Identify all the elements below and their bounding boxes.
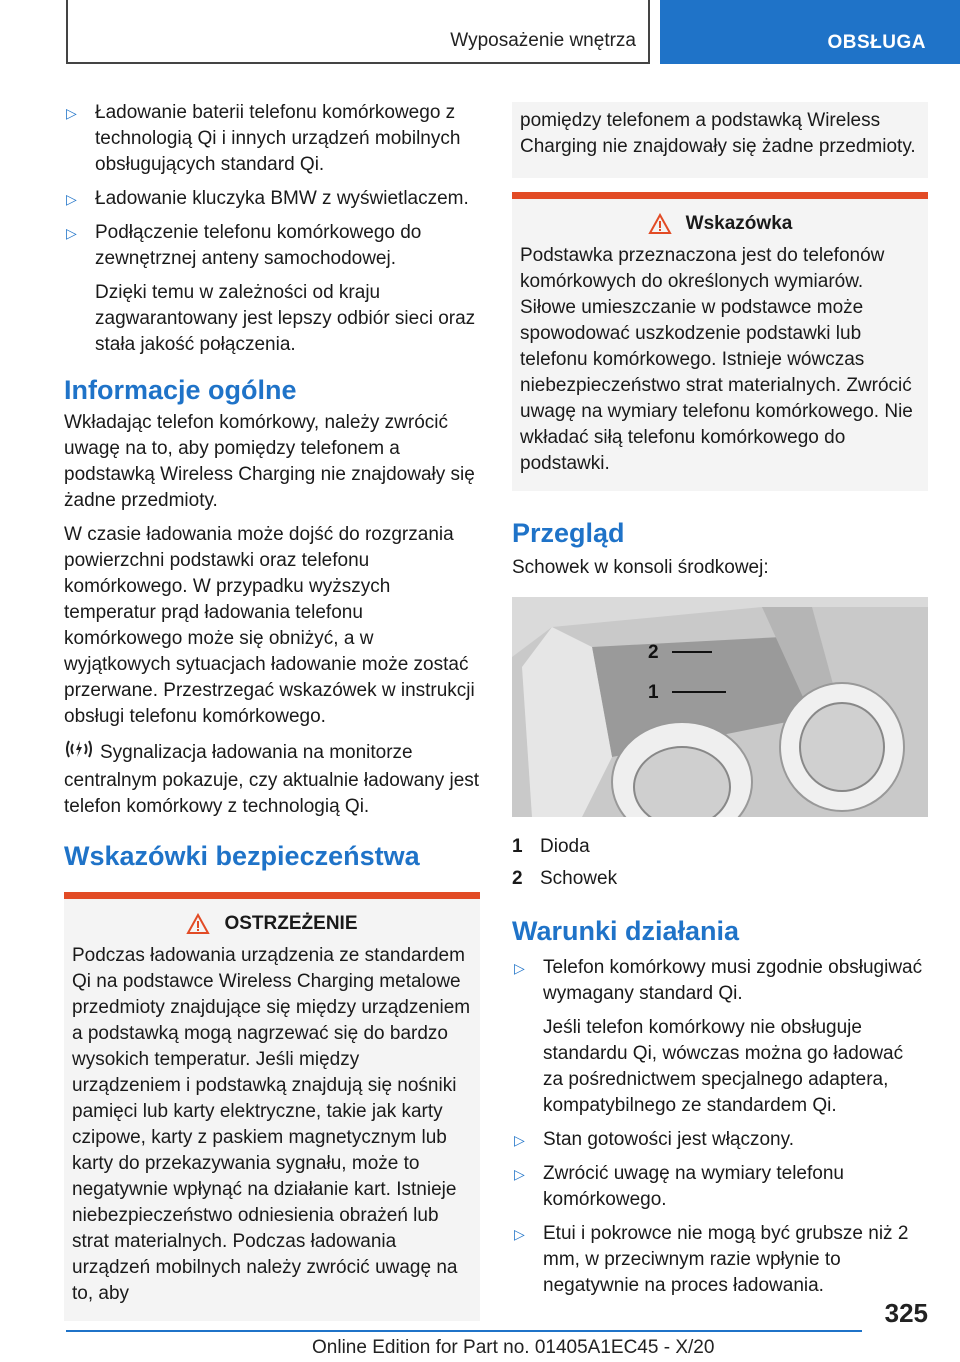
bullet-text: Telefon komórkowy musi zgodnie obsługiwać wymagany standard Qi. [543, 957, 923, 1004]
hint-title-text: Wskazówka [685, 213, 793, 234]
triangle-bullet-icon: ▷ [514, 1132, 525, 1148]
footer-divider [66, 1330, 862, 1332]
bullet-subtext: Jeśli telefon komórkowy nie obsługuje standardu Qi, wówczas można go ładować za pośrednictwem specjalnego adaptera, kompatybilnego ze standardem Qi. [543, 1017, 904, 1116]
header-tab [660, 0, 960, 64]
right-bullet-list [512, 955, 928, 1299]
paragraph-qi-signal [64, 738, 480, 820]
triangle-bullet-icon: ▷ [514, 1226, 525, 1242]
triangle-bullet-icon: ▷ [66, 105, 77, 121]
warning-triangle-icon [648, 213, 672, 235]
list-item [512, 1127, 928, 1153]
bullet-text: Stan gotowości jest włączony. [543, 1129, 794, 1150]
legend-number: 1 [512, 836, 523, 857]
bullet-text: Ładowanie kluczyka BMW z wyświetlaczem. [95, 188, 469, 209]
figure-label-2: 2 [648, 642, 659, 663]
bullet-subtext: Dzięki temu w zależności od kraju zagwarantowany jest lepszy odbiór sieci oraz stała jakość połączenia. [95, 282, 476, 355]
legend-row [512, 863, 928, 895]
bullet-text: Ładowanie baterii telefonu komórkowego z technologią Qi i innych urządzeń mobilnych obsługujących standard Qi. [95, 102, 461, 175]
list-item [64, 186, 480, 212]
heading-wskazowki-bezpieczenstwa: Wskazówki bezpieczeństwa [64, 841, 420, 871]
heading-informacje-ogolne: Informacje ogólne [64, 375, 297, 405]
hint-text: Podstawka przeznaczona jest do telefonów komórkowych do określonych wymiarów. Siłowe umieszczanie w podstawce może spowodować uszkodzenie podstawki lub telefonu komórkowego. Istnieje wówczas niebezpieczeństwo strat materialnych. Zwrócić uwagę na wymiary telefonu komórkowego. Nie wkładać siłą telefonu komórkowego do podstawki. [520, 245, 913, 474]
left-column [64, 100, 480, 1321]
legend-number: 2 [512, 868, 523, 889]
warning-title-text: OSTRZEŻENIE [224, 913, 358, 934]
triangle-bullet-icon: ▷ [66, 191, 77, 207]
bullet-text: Zwrócić uwagę na wymiary telefonu komórkowego. [543, 1163, 844, 1210]
left-bullet-list [64, 100, 480, 358]
console-storage-figure [512, 597, 928, 817]
warning-box-title [72, 913, 472, 935]
heading-przeglad: Przegląd [512, 518, 625, 548]
warning-triangle-icon [186, 913, 210, 935]
paragraph: W czasie ładowania może dojść do rozgrzania powierzchni podstawki oraz telefonu komórkowego. W przypadku wyższych temperatur prąd ładowania telefonu komórkowego może się obniżyć, a w wyjątkowych sytuacjach ładowanie może zostać przerwane. Przestrzegać wskazówek w instrukcji obsługi telefonu komórkowego. [64, 524, 475, 727]
list-item [64, 100, 480, 178]
hint-box [512, 192, 928, 491]
page-number: 325 [884, 1298, 928, 1328]
figure-legend [512, 831, 928, 895]
triangle-bullet-icon: ▷ [514, 960, 525, 976]
triangle-bullet-icon: ▷ [66, 225, 77, 241]
wireless-charging-icon [64, 738, 94, 768]
paragraph: Schowek w konsoli środkowej: [512, 557, 769, 578]
warning-box [64, 892, 480, 1321]
right-column [512, 102, 928, 1307]
warning-text: Podczas ładowania urządzenia ze standardem Qi na podstawce Wireless Charging metalowe przedmioty znajdujące się między urządzeniem a podstawką mogą nagrzewać się do bardzo wysokich temperatur. Jeśli między urządzeniem i podstawką znajdują się nośniki pamięci lub karty elektryczne, takie jak karty czipowe, karty z paskiem magnetycznym lub karty do przekazywania sygnału, może to negatywnie wpłynąć na działanie kart. Istnieje niebezpieczeństwo odniesienia obrażeń lub strat materialnych. Podczas ładowania urządzeń mobilnych należy zwrócić uwagę na to, aby [72, 945, 471, 1304]
list-item [512, 955, 928, 1119]
paragraph-text: Sygnalizacja ładowania na monitorze centralnym pokazuje, czy aktualnie ładowany jest telefon komórkowy z technologią Qi. [64, 742, 480, 817]
warning-continuation-text: pomiędzy telefonem a podstawką Wireless Charging nie znajdowały się żadne przedmioty. [520, 110, 916, 157]
figure-label-1: 1 [648, 682, 659, 703]
legend-row [512, 831, 928, 863]
paragraph: Wkładając telefon komórkowy, należy zwrócić uwagę na to, aby pomiędzy telefonem a podstawką Wireless Charging nie znajdowały się żadne przedmioty. [64, 412, 475, 511]
bullet-text: Podłączenie telefonu komórkowego do zewnętrznej anteny samochodowej. [95, 222, 422, 269]
footer-edition-text: Online Edition for Part no. 01405A1EC45 - X/20 [312, 1337, 715, 1358]
list-item [64, 220, 480, 358]
legend-label: Dioda [540, 836, 590, 857]
legend-label: Schowek [540, 868, 618, 889]
list-item [512, 1221, 928, 1299]
header-tab-label: OBSŁUGA [827, 32, 926, 53]
triangle-bullet-icon: ▷ [514, 1166, 525, 1182]
list-item [512, 1161, 928, 1213]
warning-box-continuation [512, 102, 928, 178]
hint-box-title [520, 213, 920, 235]
heading-warunki-dzialania: Warunki działania [512, 916, 740, 946]
header-section-title: Wyposażenie wnętrza [450, 30, 636, 51]
header-section-box [66, 0, 650, 64]
bullet-text: Etui i pokrowce nie mogą być grubsze niż 2 mm, w przeciwnym razie wpłynie to negatywnie na proces ładowania. [543, 1223, 909, 1296]
